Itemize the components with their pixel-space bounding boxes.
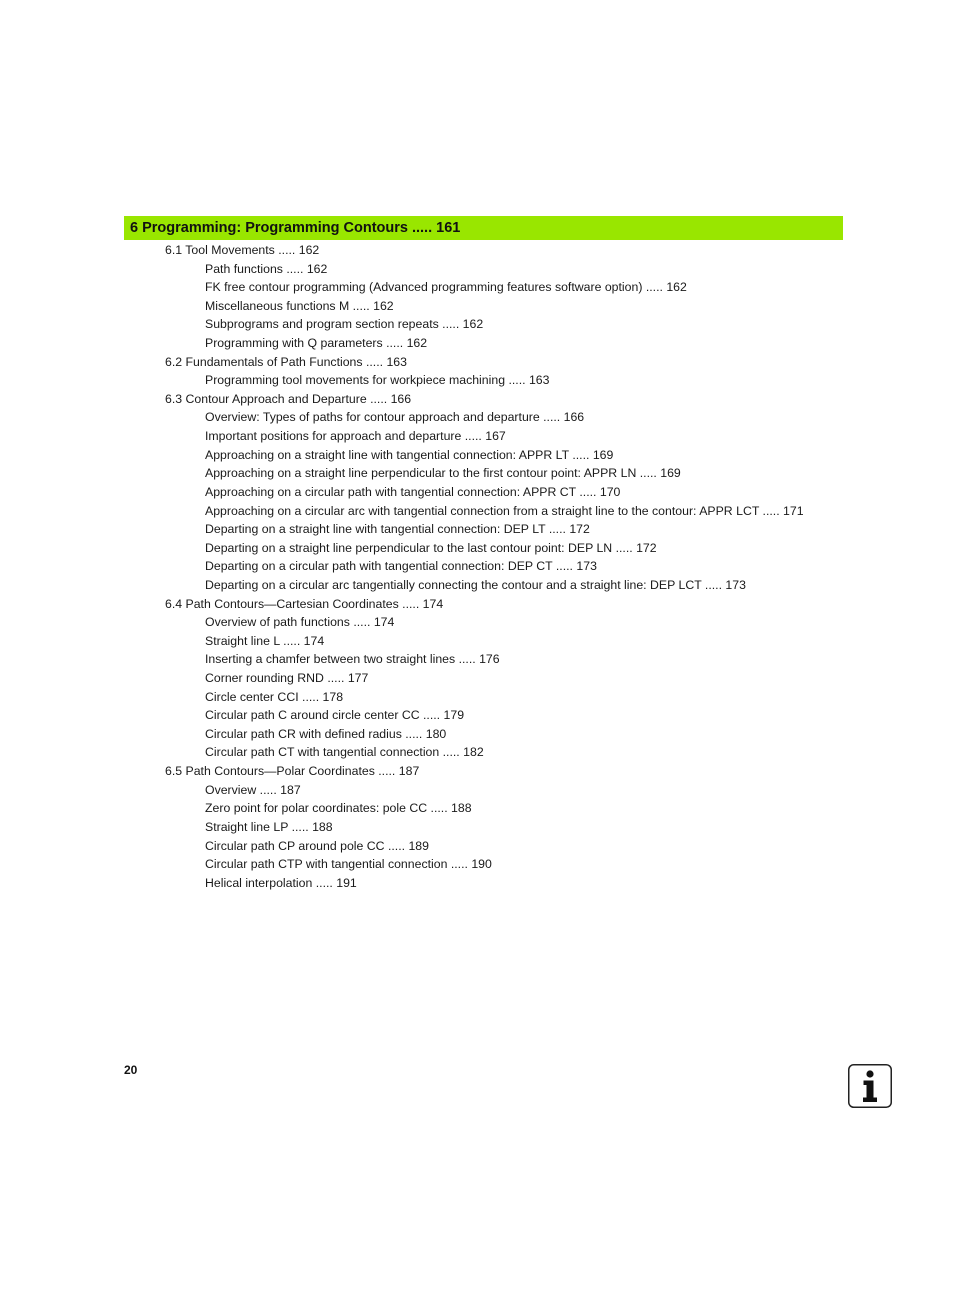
toc-subsection-entry[interactable]: Path functions ..... 162 xyxy=(205,261,328,276)
toc-subsection-entry[interactable]: Overview ..... 187 xyxy=(205,782,301,797)
info-icon[interactable] xyxy=(848,1064,892,1108)
toc-subsection-entry[interactable]: Circular path C around circle center CC ..... 179 xyxy=(205,708,465,723)
toc-subsection-entry[interactable]: Departing on a circular arc tangentially connecting the contour and a straight line: DEP LCT ..... 173 xyxy=(205,577,746,592)
chapter-title[interactable]: 6 Programming: Programming Contours ..... 161 xyxy=(130,220,461,236)
table-of-contents xyxy=(0,241,954,892)
toc-subsection-entry[interactable]: Programming tool movements for workpiece machining ..... 163 xyxy=(205,373,550,388)
toc-subsection-entry[interactable]: Approaching on a straight line perpendicular to the first contour point: APPR LN ..... 169 xyxy=(205,466,681,481)
toc-section-entry[interactable]: 6.1 Tool Movements ..... 162 xyxy=(165,243,320,257)
toc-subsection-entry[interactable]: Straight line L ..... 174 xyxy=(205,633,325,648)
info-icon-graphic xyxy=(848,1064,892,1108)
toc-section-entry[interactable]: 6.3 Contour Approach and Departure ..... 166 xyxy=(165,391,412,406)
page-number: 20 xyxy=(124,1063,138,1077)
chapter-heading-bar xyxy=(124,216,843,240)
toc-subsection-entry[interactable]: Zero point for polar coordinates: pole CC ..... 188 xyxy=(205,801,472,816)
toc-subsection-entry[interactable]: Miscellaneous functions M ..... 162 xyxy=(205,298,394,313)
toc-subsection-entry[interactable]: Straight line LP ..... 188 xyxy=(205,819,333,834)
toc-subsection-entry[interactable]: Approaching on a straight line with tangential connection: APPR LT ..... 169 xyxy=(205,447,614,462)
toc-section-entry[interactable]: 6.2 Fundamentals of Path Functions ..... 163 xyxy=(165,354,407,369)
toc-subsection-entry[interactable]: Departing on a straight line with tangential connection: DEP LT ..... 172 xyxy=(205,522,590,537)
toc-subsection-entry[interactable]: Departing on a straight line perpendicular to the last contour point: DEP LN ..... 172 xyxy=(205,540,657,555)
toc-subsection-entry[interactable]: Circular path CTP with tangential connection ..... 190 xyxy=(205,857,492,872)
toc-subsection-entry[interactable]: Overview of path functions ..... 174 xyxy=(205,615,395,630)
toc-subsection-entry[interactable]: Circular path CR with defined radius ..... 180 xyxy=(205,726,447,741)
toc-subsection-entry[interactable]: Approaching on a circular arc with tangential connection from a straight line to the contour: APPR LCT ..... 171 xyxy=(205,503,804,518)
toc-subsection-entry[interactable]: Approaching on a circular path with tangential connection: APPR CT ..... 170 xyxy=(205,484,621,499)
toc-subsection-entry[interactable]: Circle center CCI ..... 178 xyxy=(205,689,344,704)
toc-subsection-entry[interactable]: Subprograms and program section repeats ..... 162 xyxy=(205,317,484,332)
toc-subsection-entry[interactable]: Important positions for approach and departure ..... 167 xyxy=(205,429,506,444)
toc-section-entry[interactable]: 6.4 Path Contours—Cartesian Coordinates ..... 174 xyxy=(165,596,444,611)
toc-subsection-entry[interactable]: Departing on a circular path with tangential connection: DEP CT ..... 173 xyxy=(205,559,597,574)
toc-subsection-entry[interactable]: Circular path CT with tangential connection ..... 182 xyxy=(205,745,484,760)
toc-subsection-entry[interactable]: Overview: Types of paths for contour approach and departure ..... 166 xyxy=(205,410,585,425)
toc-subsection-entry[interactable]: Helical interpolation ..... 191 xyxy=(205,875,357,890)
toc-subsection-entry[interactable]: Circular path CP around pole CC ..... 189 xyxy=(205,838,429,853)
toc-subsection-entry[interactable]: Corner rounding RND ..... 177 xyxy=(205,671,369,686)
toc-subsection-entry[interactable]: FK free contour programming (Advanced programming features software option) ..... 162 xyxy=(205,280,687,295)
toc-section-entry[interactable]: 6.5 Path Contours—Polar Coordinates ..... 187 xyxy=(165,764,420,779)
toc-subsection-entry[interactable]: Inserting a chamfer between two straight lines ..... 176 xyxy=(205,652,500,667)
toc-subsection-entry[interactable]: Programming with Q parameters ..... 162 xyxy=(205,336,428,351)
